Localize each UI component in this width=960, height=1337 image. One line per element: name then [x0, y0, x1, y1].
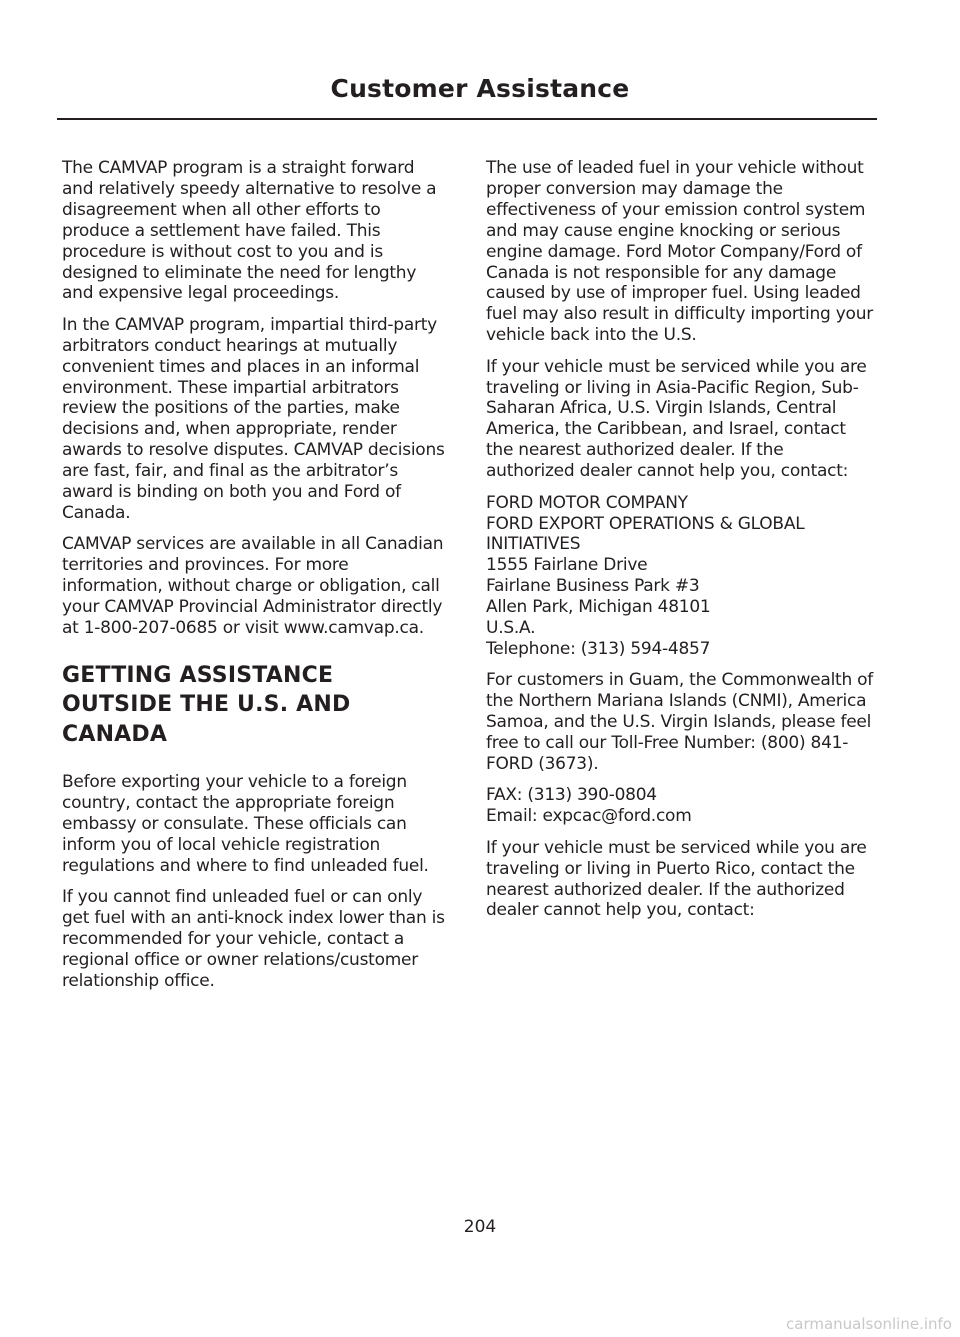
camvap-services-paragraph: CAMVAP services are available in all Canadian territories and provinces. For more information, without charge or obligation, call your CAMVAP Provincial Administrator directly at 1-800-207-0685 or visit www.camvap.ca. [62, 534, 444, 639]
page-number: 204 [463, 1217, 497, 1237]
header-divider [57, 118, 877, 120]
contact-block [486, 785, 874, 827]
telephone-line: Telephone: (313) 594-4857 [486, 638, 711, 659]
address-line: U.S.A. [486, 618, 536, 639]
left-column [62, 158, 450, 1003]
camvap-intro-paragraph: The CAMVAP program is a straight forward and relatively speedy alternative to resolve a disagreement when all other efforts to produce a settlement have failed. This procedure is without cost to you and is designed to eliminate the need for lengthy and expensive legal proceedings. [62, 158, 437, 304]
unleaded-fuel-paragraph: If you cannot find unleaded fuel or can only get fuel with an anti-knock index lower than is recommended for your vehicle, contact a regional office or owner relations/customer relationship office. [62, 887, 445, 992]
right-column [486, 158, 874, 932]
section-heading: GETTING ASSISTANCE OUTSIDE THE U.S. AND CANADA [62, 662, 351, 747]
camvap-arbitrators-paragraph: In the CAMVAP program, impartial third-party arbitrators conduct hearings at mutually convenient times and places in an informal environment. These impartial arbitrators review the positions of the parties, make decisions and, when appropriate, render awards to resolve disputes. CAMVAP decisions are fast, fair, and final as the arbitrator’s award is binding on both you and Ford of Canada. [62, 314, 445, 523]
exporting-paragraph: Before exporting your vehicle to a foreign country, contact the appropriate foreign embassy or consulate. These officials can inform you of local vehicle registration regulations and where to find unleaded fuel. [62, 772, 429, 877]
puerto-rico-paragraph: If your vehicle must be serviced while you are traveling or living in Puerto Rico, contact the nearest authorized dealer. If the authorized dealer cannot help you, contact: [486, 837, 867, 921]
address-line: Allen Park, Michigan 48101 [486, 597, 711, 618]
service-abroad-paragraph: If your vehicle must be serviced while you are traveling or living in Asia-Pacific Region, Sub-Saharan Africa, U.S. Virgin Islands, Central America, the Caribbean, and Israel, contact the nearest authorized dealer. If the authorized dealer cannot help you, contact: [486, 356, 867, 482]
address-line: FORD MOTOR COMPANY [486, 492, 688, 513]
address-line: Fairlane Business Park #3 [486, 576, 700, 597]
leaded-fuel-paragraph: The use of leaded fuel in your vehicle without proper conversion may damage the effectiveness of your emission control system and may cause engine knocking or serious engine damage. Ford Motor Company/Ford of Canada is not responsible for any damage caused by use of improper fuel. Using leaded fuel may also result in difficulty importing your vehicle back into the U.S. [486, 158, 873, 346]
ford-address-block [486, 493, 874, 660]
address-line: FORD EXPORT OPERATIONS & GLOBAL INITIATIVES [486, 513, 805, 555]
page-title: Customer Assistance [330, 74, 630, 103]
guam-customers-paragraph: For customers in Guam, the Commonwealth of the Northern Mariana Islands (CNMI), America Samoa, and the U.S. Virgin Islands, please feel free to call our Toll-Free Number: (800) 841-FORD (3673). [486, 670, 874, 774]
watermark: carmanualsonline.info [786, 1315, 952, 1333]
address-line: 1555 Fairlane Drive [486, 555, 648, 576]
fax-line: FAX: (313) 390-0804 [486, 785, 657, 806]
email-line: Email: expcac@ford.com [486, 806, 692, 827]
